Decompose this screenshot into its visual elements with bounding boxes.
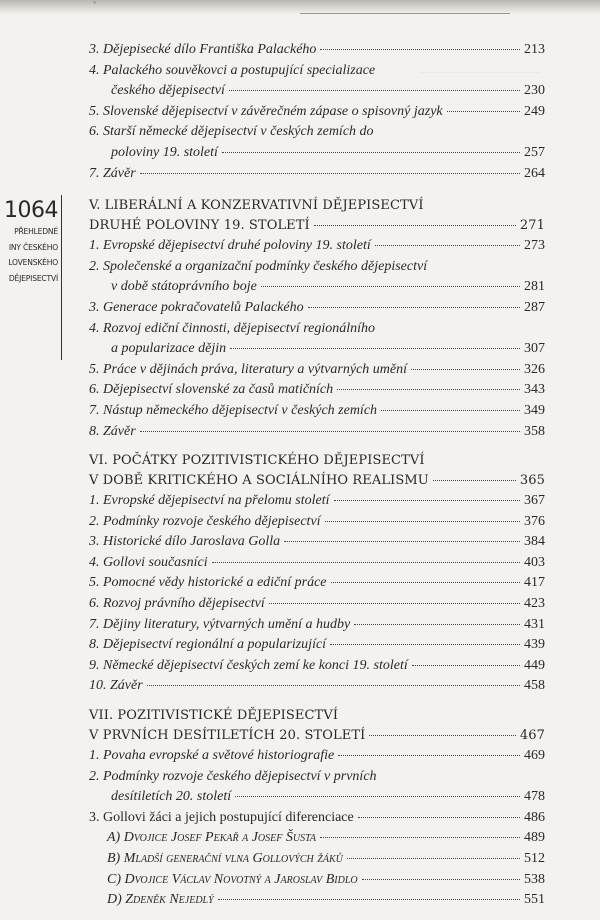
toc-entry-text: a popularizace dějin [111, 341, 227, 357]
page-ref: 287 [524, 299, 545, 315]
toc-entry-text: 4. Gollovi současníci [89, 554, 208, 570]
dot-leader [411, 369, 520, 370]
dot-leader [338, 755, 520, 756]
dot-leader [269, 603, 520, 604]
toc-entry[interactable] [89, 676, 545, 697]
dot-leader [229, 90, 520, 91]
toc-entry-line [89, 656, 545, 677]
dot-leader [362, 879, 520, 880]
page-ref: 478 [524, 789, 545, 805]
toc-entry-row [111, 339, 545, 360]
page-ref: 538 [524, 871, 545, 887]
toc-entry-line [89, 553, 545, 574]
dot-leader [412, 665, 520, 666]
chapter-title-last-row [89, 726, 545, 746]
toc-entry-text: 7. Dějiny literatury, výtvarných umění a hudby [89, 616, 351, 632]
toc-entry-line [89, 360, 545, 381]
toc-entry-text: 1. Evropské dějepisectví na přelomu století [89, 493, 330, 509]
toc-entry-line [89, 746, 545, 767]
toc-entry-text: 8. Dějepisectví regionální a popularizující [89, 637, 327, 653]
toc-entry[interactable] [89, 298, 545, 319]
toc-entry[interactable] [89, 491, 545, 512]
running-head-line: DĚJEPISECTVÍ [8, 273, 58, 283]
page-ref: 469 [524, 748, 545, 764]
dot-leader [218, 899, 520, 900]
dot-leader [140, 173, 520, 174]
page-ref: 551 [524, 892, 545, 908]
page-ref: 376 [524, 513, 545, 529]
toc-entry[interactable] [89, 746, 545, 767]
page-top-shadow [0, 0, 600, 14]
toc-entry-row [107, 890, 545, 911]
table-of-contents [89, 40, 545, 920]
toc-entry-text: 3. Dějepisecké dílo Františka Palackého [89, 42, 317, 57]
running-head-line: LOVENSKÉHO [8, 258, 58, 267]
toc-entry-row [111, 787, 545, 808]
toc-entry-row [89, 298, 545, 319]
page-ref: 384 [524, 534, 545, 550]
toc-entry[interactable] [89, 656, 545, 677]
dot-leader [358, 817, 520, 818]
toc-entry-line [89, 102, 545, 123]
toc-entry-line [89, 164, 545, 185]
toc-entry-text: C) Dvojice Václav Novotný a Jaroslav Bidlo [107, 871, 358, 887]
toc-entry-line [89, 676, 545, 697]
toc-entry-line [89, 401, 545, 422]
toc-entry-text: 3. Generace pokračovatelů Palackého [89, 299, 304, 315]
page-ref: 439 [524, 637, 545, 653]
toc-entry-text: 5. Pomocné vědy historické a ediční práce [89, 575, 327, 591]
page-ref: 417 [524, 575, 545, 591]
toc-entry-line [89, 573, 545, 594]
toc-entry-row [89, 491, 545, 512]
dot-leader [369, 735, 515, 736]
toc-entry-line [107, 849, 545, 870]
toc-entry-text: desítiletích 20. století [111, 789, 232, 805]
dot-leader [314, 225, 516, 226]
toc-entry-line [89, 512, 545, 533]
toc-entry-text: 6. Dějepisectví slovenské za časů matičních [89, 382, 334, 398]
chapter-title [89, 706, 545, 746]
page-ref: 467 [519, 728, 545, 744]
page-ref: 486 [524, 809, 545, 825]
toc-entry[interactable] [89, 594, 545, 615]
toc-entry[interactable] [89, 236, 545, 257]
toc-entry[interactable] [89, 380, 545, 401]
running-head-line: INY ČESKÉHO [8, 242, 58, 252]
toc-entry-row [89, 422, 545, 443]
toc-entry-row [89, 380, 545, 401]
dot-leader [325, 521, 520, 522]
toc-entry-row [89, 164, 545, 185]
toc-entry-row [111, 81, 545, 102]
toc-entry-line [89, 422, 545, 443]
page-ref: 249 [524, 103, 545, 119]
page-ref: 271 [519, 218, 545, 234]
toc-entry-row [89, 360, 545, 381]
page-ref: 449 [524, 657, 545, 673]
toc-entry-text: 5. Slovenské dějepisectví v závěrečném zápase o spisovný jazyk [89, 103, 443, 119]
toc-entry[interactable] [89, 61, 545, 102]
dot-leader [320, 837, 520, 838]
toc-entry-line [89, 615, 545, 636]
toc-entry-row [89, 746, 545, 767]
dot-leader [235, 796, 520, 797]
chapter-title-line: VII. POZITIVISTICKÉ DĚJEPISECTVÍ [89, 708, 339, 724]
toc-entry-text: v době státoprávního boje [111, 279, 257, 295]
toc-entry-line [107, 890, 545, 911]
dot-leader [147, 685, 520, 686]
chapter-title-last-text: V PRVNÍCH DESÍTILETÍCH 20. STOLETÍ [89, 728, 366, 744]
toc-entry-text: 7. Závěr [89, 165, 136, 181]
page-number: 1064 [4, 198, 58, 223]
toc-entry-line: 4. Rozvoj ediční činnosti, dějepisectví regionálního [89, 320, 376, 336]
toc-entry[interactable] [89, 532, 545, 553]
toc-entry-row [107, 870, 545, 891]
margin-running-head [0, 200, 58, 284]
toc-entry-line [89, 339, 545, 360]
toc-entry-line [89, 143, 545, 164]
page-ref: 264 [524, 165, 545, 181]
page-ref: 458 [524, 678, 545, 694]
toc-entry-row [89, 594, 545, 615]
toc-entry-row [89, 532, 545, 553]
toc-entry-row [111, 143, 545, 164]
toc-entry-line [107, 870, 545, 891]
toc-entry-line [89, 298, 545, 319]
toc-entry-row [111, 277, 545, 298]
toc-entry[interactable] [89, 635, 545, 656]
toc-entry[interactable] [89, 615, 545, 636]
toc-entry[interactable] [89, 573, 545, 594]
toc-entry[interactable] [89, 512, 545, 533]
chapter-title-last-text: V DOBĚ KRITICKÉHO A SOCIÁLNÍHO REALISMU [89, 473, 429, 489]
toc-entry-line [107, 828, 545, 849]
dot-leader [222, 152, 520, 153]
page-ref: 512 [524, 851, 545, 866]
dot-leader [375, 245, 520, 246]
toc-entry-line [89, 380, 545, 401]
toc-entry-line: 4. Palackého souvěkovci a postupující specializace [89, 62, 376, 78]
toc-entry-text: poloviny 19. století [111, 144, 218, 160]
page-ref: 349 [524, 402, 545, 418]
toc-entry[interactable] [89, 122, 545, 163]
toc-entry-text: A) Dvojice Josef Pekař a Josef Šusta [107, 830, 317, 846]
dot-leader [308, 307, 520, 308]
toc-entry[interactable] [89, 401, 545, 422]
toc-entry[interactable] [89, 849, 545, 870]
top-mark: ˇ [92, 2, 97, 13]
toc-entry[interactable] [89, 319, 545, 360]
toc-entry-row [89, 512, 545, 533]
dot-leader [140, 431, 520, 432]
toc-entry-line [89, 787, 545, 808]
toc-entry-line: 6. Starší německé dějepisectví v českých zemích do [89, 124, 374, 140]
toc-entry-line [89, 236, 545, 257]
toc-entry[interactable] [89, 360, 545, 381]
toc-entry[interactable] [89, 808, 545, 829]
page-ref: 423 [524, 596, 545, 612]
page-ref: 281 [524, 279, 545, 295]
toc-entry-line [89, 277, 545, 298]
page-ref: 230 [524, 83, 545, 99]
toc-entry-row [89, 236, 545, 257]
toc-entry[interactable] [89, 422, 545, 443]
toc-entry-line [89, 594, 545, 615]
page-ref: 307 [524, 341, 545, 357]
page-ref: 403 [524, 554, 545, 570]
chapter-title [89, 451, 545, 491]
toc-entry-text: 9. Německé dějepisectví českých zemí ke konci 19. století [89, 657, 408, 673]
page-ref: 367 [524, 493, 545, 509]
toc-entry[interactable] [89, 828, 545, 849]
chapter-title [89, 196, 545, 236]
toc-entry-text: 1. Povaha evropské a světové historiografie [89, 748, 335, 764]
toc-entry[interactable] [89, 40, 545, 61]
toc-entry-text: D) Zdeněk Nejedlý [107, 892, 214, 908]
chapter [89, 40, 545, 184]
toc-entry[interactable] [89, 102, 545, 123]
toc-entry-text: B) Mladší generační vlna Gollových žáků [107, 851, 343, 866]
dot-leader [261, 286, 520, 287]
dot-leader [447, 111, 520, 112]
toc-entry-text: 3. Historické dílo Jaroslava Golla [89, 534, 281, 550]
toc-entry[interactable] [89, 553, 545, 574]
toc-entry-text: 3. Gollovi žáci a jejich postupující diferenciace [89, 809, 354, 825]
page-ref: 326 [524, 361, 545, 377]
toc-entry-line [89, 81, 545, 102]
chapter-title-last-row [89, 471, 545, 491]
toc-entry[interactable] [89, 257, 545, 298]
toc-entry[interactable] [89, 890, 545, 911]
top-rule [300, 13, 510, 14]
toc-entry-line [89, 635, 545, 656]
chapter-title-line: V. LIBERÁLNÍ A KONZERVATIVNÍ DĚJEPISECTVÍ [89, 198, 424, 214]
toc-entry-line: 2. Podmínky rozvoje českého dějepisectví v prvních [89, 768, 377, 784]
dot-leader [381, 410, 520, 411]
toc-entry-row [89, 401, 545, 422]
toc-entry-row [89, 656, 545, 677]
chapter [89, 196, 545, 442]
chapter [89, 451, 545, 697]
page-ref: 257 [524, 144, 545, 160]
toc-entry-line [89, 532, 545, 553]
running-head-line: PŘEHLEDNÉ [14, 227, 58, 236]
dot-leader [347, 858, 520, 859]
toc-entry-row [89, 676, 545, 697]
dot-leader [284, 541, 520, 542]
chapter-title-last-row [89, 216, 545, 236]
toc-entry-row [107, 849, 545, 870]
toc-entry-row [89, 553, 545, 574]
page-ref: 365 [519, 473, 545, 489]
toc-entry[interactable] [89, 164, 545, 185]
toc-entry-text: 8. Závěr [89, 423, 136, 439]
dot-leader [337, 389, 520, 390]
toc-entry-text: 10. Závěr [89, 678, 143, 694]
toc-entry-row [89, 635, 545, 656]
dot-leader [433, 480, 516, 481]
dot-leader [331, 582, 520, 583]
page-ref: 358 [524, 423, 545, 439]
margin-rule [61, 195, 62, 360]
page-ref: 213 [524, 42, 545, 57]
toc-entry-line [89, 40, 545, 61]
toc-entry-text: 7. Nástup německého dějepisectví v českých zemích [89, 402, 378, 418]
page-ref: 343 [524, 382, 545, 398]
toc-entry-row [89, 40, 545, 61]
toc-entry-text: 1. Evropské dějepisectví druhé poloviny 19. století [89, 238, 371, 254]
toc-entry-line [89, 808, 545, 829]
dot-leader [334, 500, 520, 501]
toc-entry-text: českého dějepisectví [111, 83, 225, 99]
toc-entry[interactable] [89, 870, 545, 891]
toc-entry-line: 2. Společenské a organizační podmínky českého dějepisectví [89, 258, 428, 274]
toc-entry-text: 2. Podmínky rozvoje českého dějepisectví [89, 513, 321, 529]
toc-entry-row [89, 573, 545, 594]
chapter [89, 706, 545, 911]
dot-leader [320, 49, 520, 50]
chapter-title-last-text: DRUHÉ POLOVINY 19. STOLETÍ [89, 218, 310, 234]
page-ref: 273 [524, 238, 545, 254]
dot-leader [354, 624, 520, 625]
toc-entry-row [107, 828, 545, 849]
page-ref: 489 [524, 830, 545, 846]
toc-entry-text: 5. Práce v dějinách práva, literatury a výtvarných umění [89, 361, 408, 377]
toc-entry-row [89, 102, 545, 123]
dot-leader [212, 562, 520, 563]
toc-entry-row [89, 808, 545, 829]
page-ref: 431 [524, 616, 545, 632]
toc-entry[interactable] [89, 767, 545, 808]
toc-entry-text: 6. Rozvoj právního dějepisectví [89, 596, 265, 612]
dot-leader [330, 644, 520, 645]
chapter-title-line: VI. POČÁTKY POZITIVISTICKÉHO DĚJEPISECTVÍ [89, 453, 425, 469]
toc-entry-row [89, 615, 545, 636]
dot-leader [230, 348, 520, 349]
toc-entry-line [89, 491, 545, 512]
